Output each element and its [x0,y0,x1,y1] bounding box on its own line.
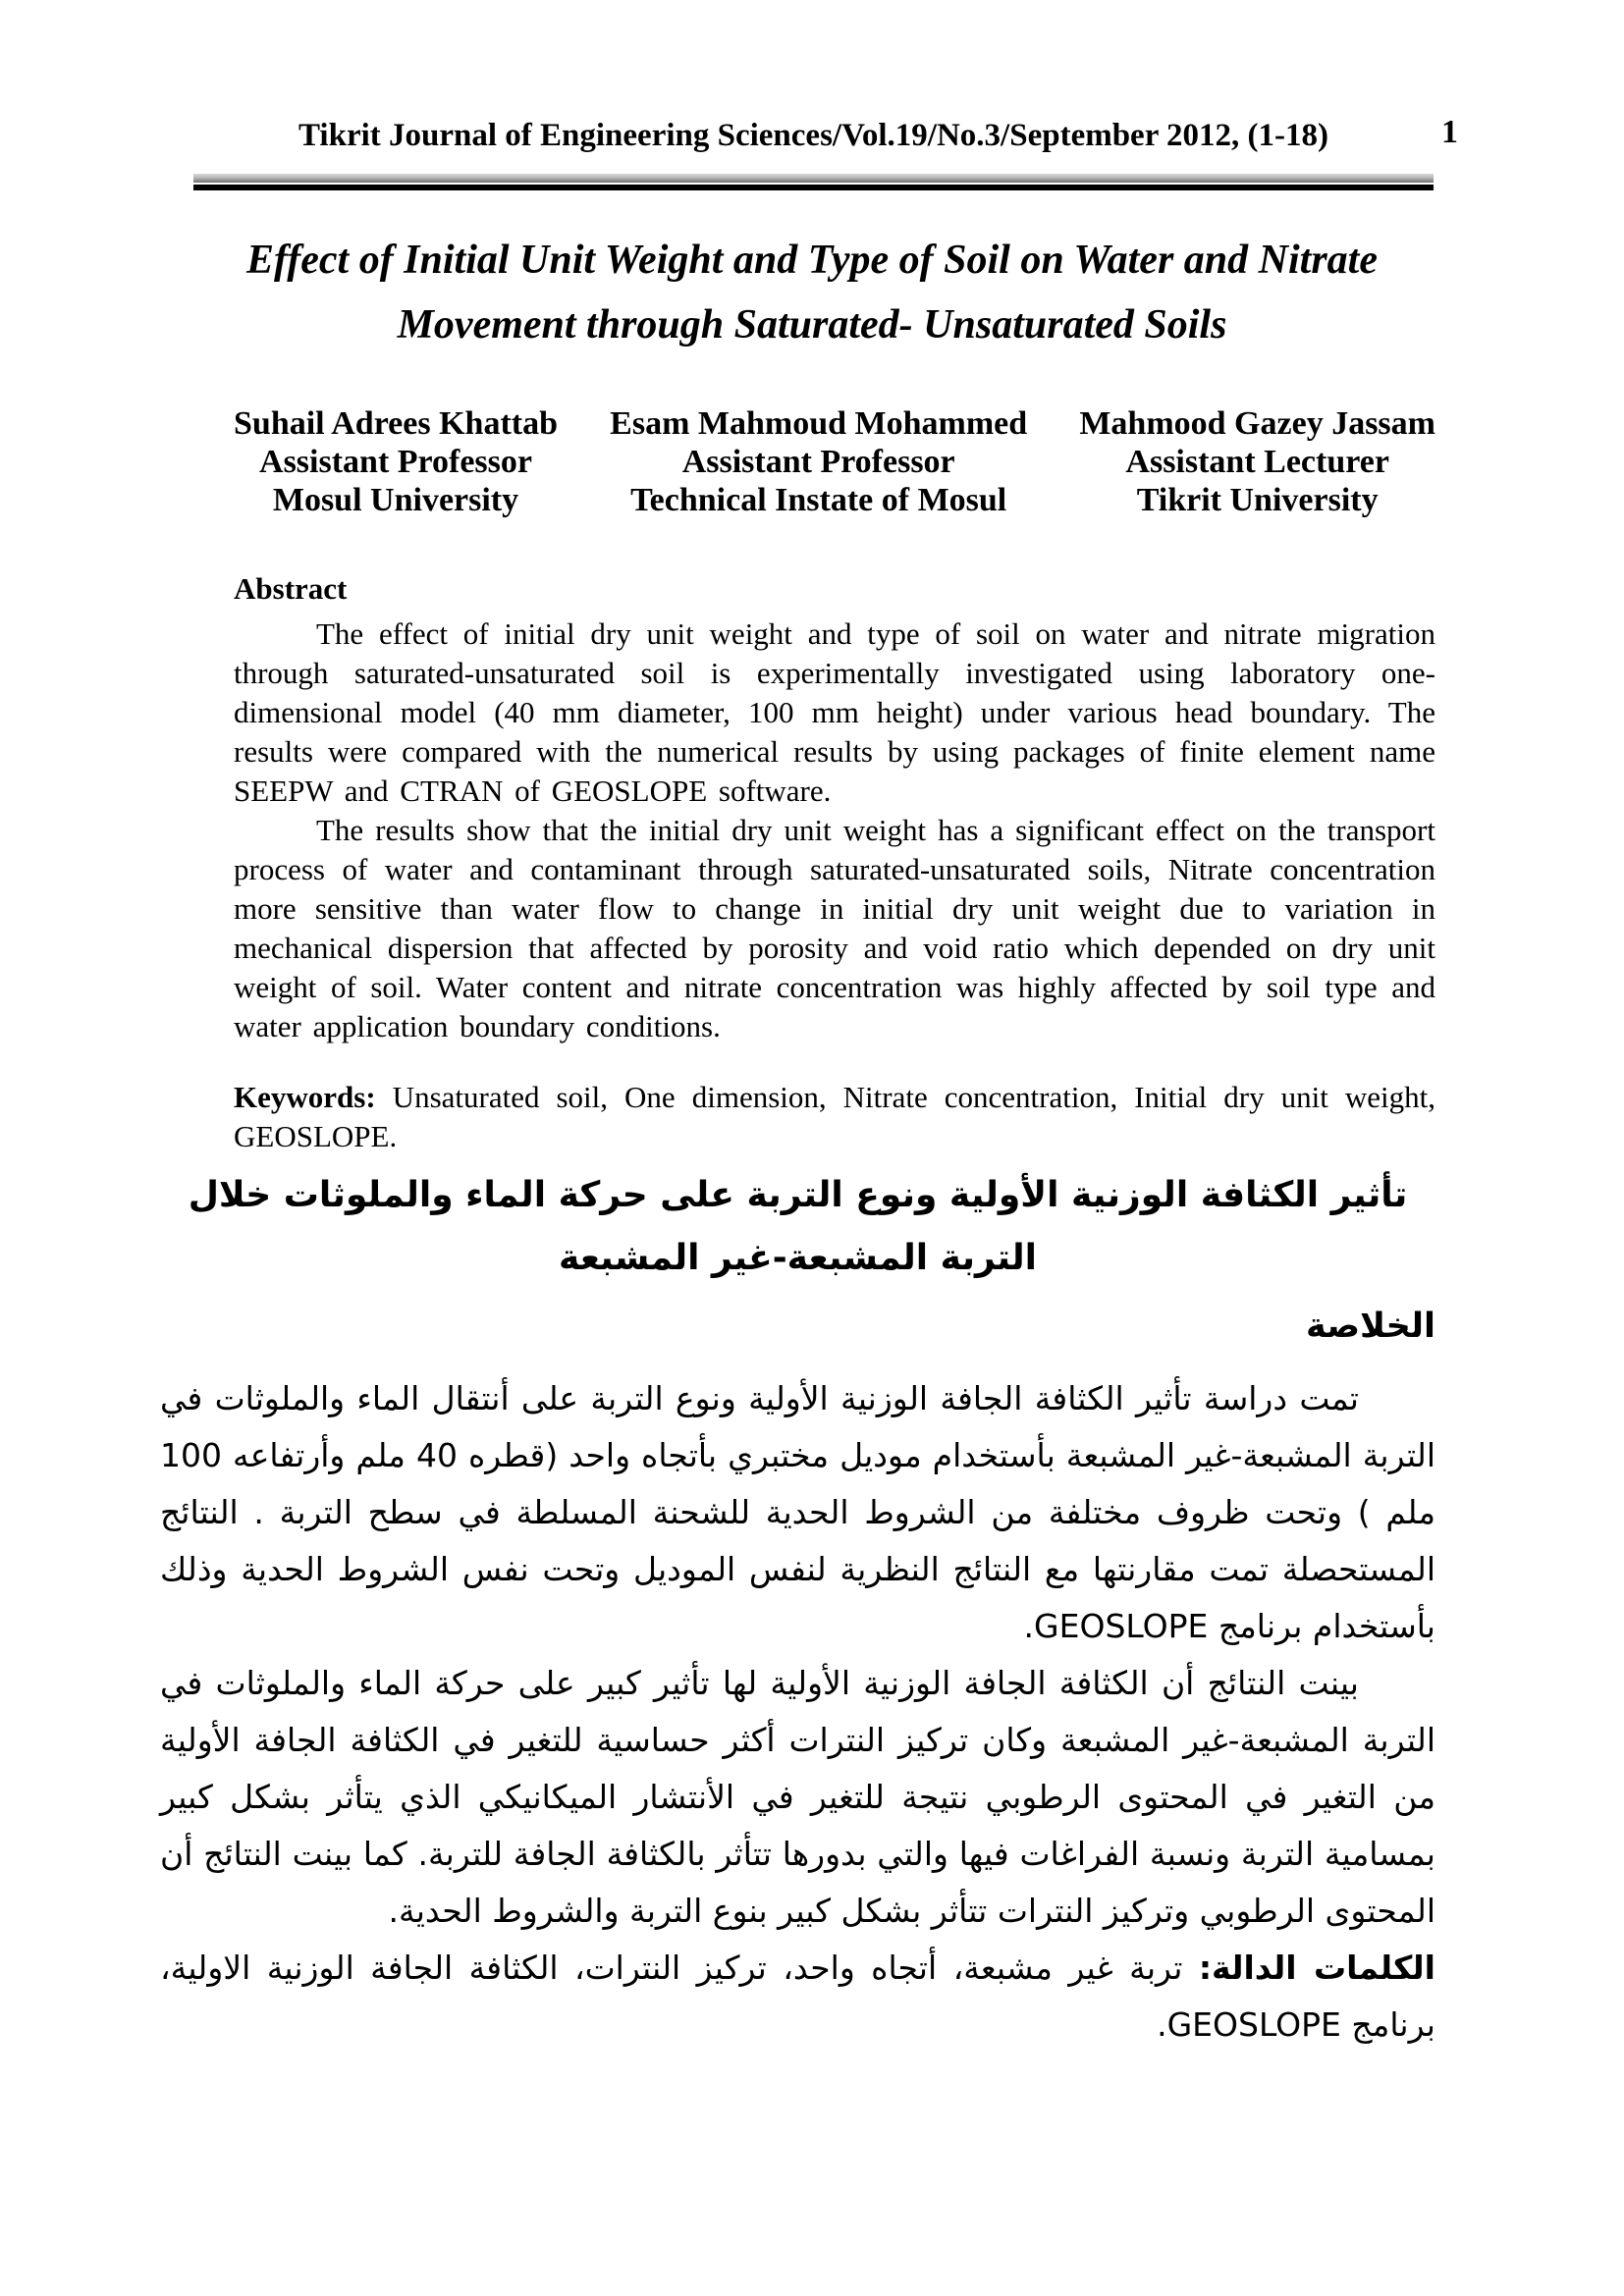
keywords-line [234,1078,1435,1156]
abstract-section [234,569,1435,1156]
author-affiliation: Tikrit University [1136,482,1379,518]
author-role: Assistant Professor [681,444,955,480]
arabic-paragraph-1: تمت دراسة تأثير الكثافة الجافة الوزنية الأولية ونوع التربة على أنتقال الماء والملوثات في التربة المشبعة-غير المشبعة بأستخدام موديل مختبري بأتجاه واحد (قطره 40 ملم وأرتفاعه 100 ملم ) وتحت ظروف مختلفة من الشروط الحدية للشحنة المسلطة في سطح التربة . النتائج المستحصلة تمت مقارنتها مع النتائج النظرية لنفس الموديل وتحت نفس الشروط الحدية وذلك بأستخدام برنامج GEOSLOPE. [160,1379,1436,1645]
paper-title-line-1: Effect of Initial Unit Weight and Type of Soil on Water and Nitrate [246,238,1378,283]
author-column-3 [1079,404,1435,519]
abstract-paragraph-2: The results show that the initial dry unit weight has a significant effect on the transport process of water and contaminant through saturated-unsaturated soils, Nitrate concentration more sensitive than water flow to change in initial dry unit weight due to variation in mechanical dispersion that affected by porosity and void ratio which depended on dry unit weight of soil. Water content and nitrate concentration was highly affected by soil type and water application boundary conditions. [234,813,1435,1043]
header-rule-black-bar [193,185,1434,190]
author-role: Assistant Lecturer [1125,444,1389,480]
arabic-keywords-label: الكلمات الدالة: [1198,1949,1435,1987]
paper-title-line-2: Movement through Saturated- Unsaturated Soils [397,302,1227,347]
author-role: Assistant Professor [259,444,532,480]
journal-header: Tikrit Journal of Engineering Sciences/Vol.19/No.3/September 2012, (1-18) [298,118,1328,153]
arabic-keywords-text: تربة غير مشبعة، أتجاه واحد، تركيز النترات، الكثافة الجافة الوزنية الاولية، برنامج GEOSLOPE. [160,1949,1435,2044]
author-column-2 [610,404,1027,519]
abstract-heading: Abstract [234,571,348,606]
author-column-1 [234,404,558,519]
page-number: 1 [1441,114,1458,150]
author-name: Suhail Adrees Khattab [234,405,559,442]
author-name: Esam Mahmoud Mohammed [610,405,1028,442]
header-rule-gray-bar [193,174,1434,183]
arabic-title: تأثير الكثافة الوزنية الأولية ونوع التربة على حركة الماء والملوثات خلال التربة المشبعة-غير المشبعة [188,1175,1408,1278]
arabic-section [160,1164,1435,2054]
author-affiliation: Mosul University [272,482,519,518]
paper-title [211,228,1413,357]
abstract-paragraph-1: The effect of initial dry unit weight and type of soil on water and nitrate migration through saturated-unsaturated soil is experimentally investigated using laboratory one-dimensional model (40 mm diameter, 100 mm height) under various head boundary. The results were compared with the numerical results by using packages of finite element name SEEPW and CTRAN of GEOSLOPE software. [234,616,1435,808]
keywords-label: Keywords: [234,1080,376,1114]
header-rule [193,174,1434,190]
author-affiliation: Technical Instate of Mosul [630,482,1007,518]
arabic-paragraph-2: بينت النتائج أن الكثافة الجافة الوزنية الأولية لها تأثير كبير على حركة الماء والملوثات في التربة المشبعة-غير المشبعة وكان تركيز النترات أكثر حساسية للتغير في الكثافة الجافة الأولية من التغير في المحتوى الرطوبي نتيجة للتغير في الأنتشار الميكانيكي الذي يتأثر بشكل كبير بمسامية التربة ونسبة الفراغات فيها والتي بدورها تتأثر بالكثافة الجافة للتربة. كما بينت النتائج أن المحتوى الرطوبي وتركيز النترات تتأثر بشكل كبير بنوع التربة والشروط الحدية. [160,1664,1435,1930]
author-name: Mahmood Gazey Jassam [1079,405,1435,442]
authors-row [234,404,1435,519]
arabic-abstract-heading: الخلاصة [1306,1307,1435,1346]
arabic-keywords-line [160,1940,1435,2054]
keywords-text: Unsaturated soil, One dimension, Nitrate concentration, Initial dry unit weight, GEOSLOPE. [234,1080,1435,1153]
